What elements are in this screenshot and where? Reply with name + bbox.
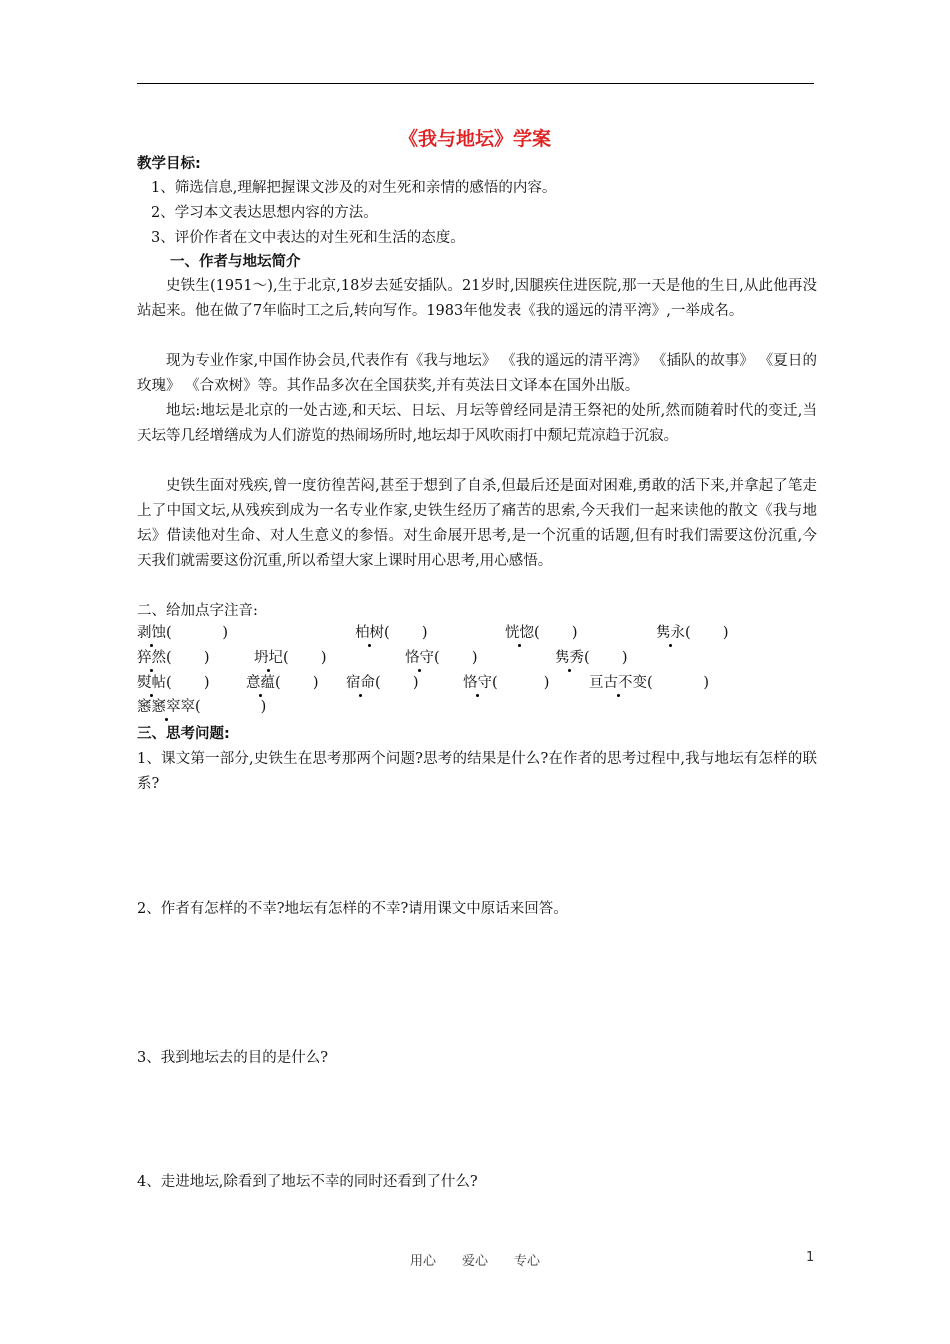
pinyin-word: 亘古不变( )	[589, 675, 710, 691]
question-item: 2、作者有怎样的不幸?地坛有怎样的不幸?请用课文中原话来回答。	[137, 901, 568, 917]
pinyin-word: 恪守( )	[463, 675, 550, 691]
pinyin-word: 窸窸窣窣( )	[137, 699, 267, 715]
objective-item: 1、筛选信息,理解把握课文涉及的对生死和亲情的感悟的内容。	[151, 180, 557, 196]
objectives-heading: 教学目标:	[137, 156, 201, 172]
footer-motto: 用心 爱心 专心	[409, 1254, 540, 1269]
objective-item: 2、学习本文表达思想内容的方法。	[151, 205, 378, 221]
pinyin-word: 隽永( )	[656, 625, 729, 641]
question-item: 4、走进地坛,除看到了地坛不幸的同时还看到了什么?	[137, 1174, 478, 1190]
intro-paragraph: 史铁生面对残疾,曾一度彷徨苦闷,甚至于想到了自杀,但最后还是面对困难,勇敢的活下来,并拿起了笔走上了中国文坛,从残疾到成为一名专业作家,史铁生经历了痛苦的思索,今天我们一起来读他的散文《我与地坛》借读他对生命、对人生意义的参悟。对生命展开思考,是一个沉重的话题,但有时我们需要这份沉重,今天我们就需要这份沉重,所以希望大家上课时用心思考,用心感悟。	[137, 478, 817, 569]
pinyin-word: 隽秀( )	[555, 650, 628, 666]
pinyin-word: 坍圮( )	[254, 650, 327, 666]
pinyin-word: 剥蚀( )	[137, 625, 229, 641]
header-rule	[137, 83, 814, 84]
bio-paragraph: 史铁生(1951～),生于北京,18岁去延安插队。21岁时,因腿疾住进医院,那一天是他的生日,从此他再没站起来。他在做了7年临时工之后,转向写作。1983年他发表《我的遥远的清平湾》,一举成名。	[137, 278, 817, 319]
pinyin-word: 猝然( )	[137, 650, 210, 666]
pinyin-word: 恪守( )	[405, 650, 478, 666]
section1-heading: 一、作者与地坛简介	[170, 254, 301, 270]
section3-heading: 三、思考问题:	[137, 726, 230, 742]
pinyin-word: 熨帖( )	[137, 675, 210, 691]
works-paragraph: 现为专业作家,中国作协会员,代表作有《我与地坛》 《我的遥远的清平湾》 《插队的故事》 《夏日的玫瑰》 《合欢树》等。其作品多次在全国获奖,并有英法日文译本在国外出版。	[137, 353, 817, 394]
pinyin-word: 柏树( )	[355, 625, 428, 641]
pinyin-word: 意蕴( )	[246, 675, 319, 691]
pinyin-word: 恍惚( )	[505, 625, 578, 641]
page-title: 《我与地坛》学案	[398, 128, 551, 150]
objective-item: 3、评价作者在文中表达的对生死和生活的态度。	[151, 230, 465, 246]
pinyin-word: 宿命( )	[346, 675, 419, 691]
page-number: 1	[806, 1250, 815, 1265]
question-item: 1、课文第一部分,史铁生在思考那两个问题?思考的结果是什么?在作者的思考过程中,我与地坛有怎样的联系?	[137, 751, 817, 792]
section2-heading: 二、给加点字注音:	[137, 603, 258, 619]
question-item: 3、我到地坛去的目的是什么?	[137, 1050, 328, 1066]
ditan-paragraph: 地坛:地坛是北京的一处古迹,和天坛、日坛、月坛等曾经同是清王祭祀的处所,然而随着时代的变迁,当天坛等几经增缮成为人们游览的热闹场所时,地坛却于风吹雨打中颓圮荒凉趋于沉寂。	[137, 403, 817, 444]
